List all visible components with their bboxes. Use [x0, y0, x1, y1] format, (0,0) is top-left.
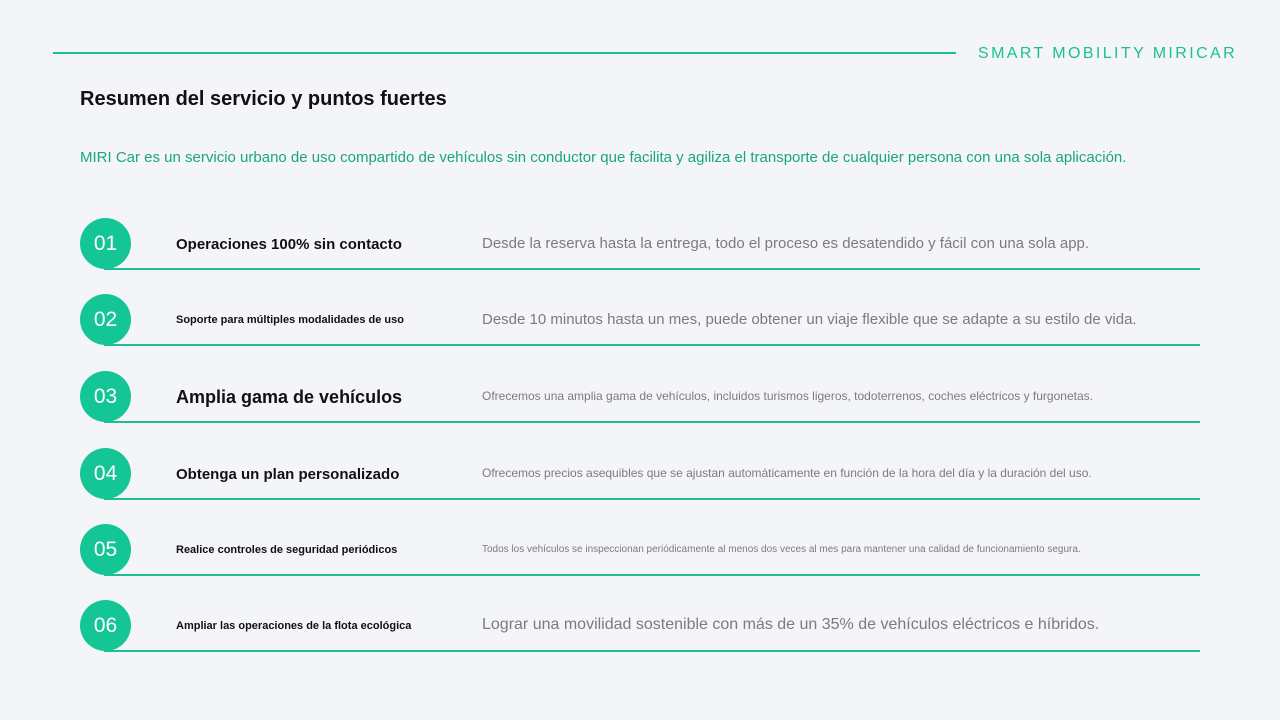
row-divider: [104, 498, 1200, 500]
feature-description: Desde 10 minutos hasta un mes, puede obtener un viaje flexible que se adapte a su estilo de vida.: [482, 310, 1137, 328]
row-divider: [104, 344, 1200, 346]
feature-description: Todos los vehículos se inspeccionan periódicamente al menos dos veces al mes para mantener una calidad de funcionamiento segura.: [482, 543, 1081, 555]
feature-description: Lograr una movilidad sostenible con más de un 35% de vehículos eléctricos e híbridos.: [482, 616, 1100, 633]
number-badge: 01: [80, 218, 131, 269]
number-badge: 05: [80, 524, 131, 575]
intro-text: MIRI Car es un servicio urbano de uso compartido de vehículos sin conductor que facilita y agiliza el transporte de cualquier persona con una sola aplicación.: [80, 149, 1127, 166]
page-title: Resumen del servicio y puntos fuertes: [80, 88, 447, 110]
feature-row: [80, 371, 1200, 423]
feature-title: Realice controles de seguridad periódicos: [176, 544, 398, 556]
row-divider: [104, 650, 1200, 652]
feature-title: Ampliar las operaciones de la flota ecológica: [176, 620, 412, 632]
row-divider: [104, 574, 1200, 576]
feature-row: [80, 294, 1200, 346]
feature-row: [80, 218, 1200, 270]
feature-description: Ofrecemos una amplia gama de vehículos, incluidos turismos ligeros, todoterrenos, coches eléctricos y furgonetas.: [482, 389, 1093, 403]
feature-title: Soporte para múltiples modalidades de uso: [176, 314, 404, 326]
feature-row: [80, 600, 1200, 652]
number-badge: 06: [80, 600, 131, 651]
header-rule: [53, 52, 956, 54]
number-badge: 04: [80, 448, 131, 499]
row-divider: [104, 268, 1200, 270]
feature-row: [80, 524, 1200, 576]
row-divider: [104, 421, 1200, 423]
number-badge: 03: [80, 371, 131, 422]
feature-row: [80, 448, 1200, 500]
number-badge: 02: [80, 294, 131, 345]
feature-title: Obtenga un plan personalizado: [176, 465, 400, 483]
brand-label: SMART MOBILITY MIRICAR: [978, 45, 1238, 62]
feature-title: Operaciones 100% sin contacto: [176, 235, 402, 253]
feature-description: Ofrecemos precios asequibles que se ajustan automáticamente en función de la hora del día y la duración del uso.: [482, 466, 1092, 480]
feature-description: Desde la reserva hasta la entrega, todo el proceso es desatendido y fácil con una sola app.: [482, 234, 1090, 252]
feature-title: Amplia gama de vehículos: [176, 386, 403, 407]
